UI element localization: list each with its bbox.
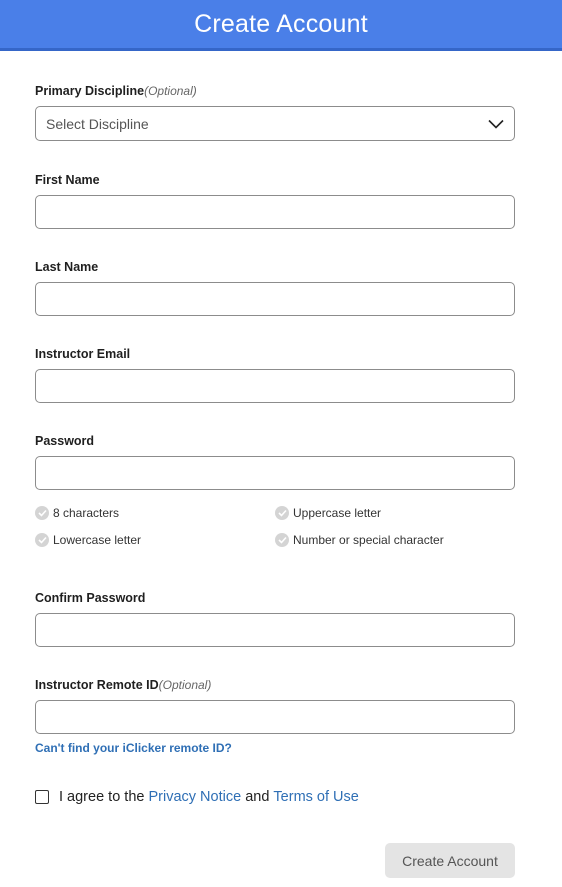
last-name-field[interactable] (35, 282, 515, 316)
agree-checkbox[interactable] (35, 790, 49, 804)
requirement-text: Uppercase letter (293, 506, 382, 520)
agree-terms-row (35, 789, 359, 805)
remote-id-field[interactable] (35, 700, 515, 734)
remote-id-help-link[interactable]: Can't find your iClicker remote ID? (35, 741, 232, 755)
requirement-text: Number or special character (293, 533, 444, 547)
last-name-label: Last Name (35, 260, 99, 274)
confirm-password-field[interactable] (35, 613, 515, 647)
discipline-select-value: Select Discipline (46, 115, 149, 132)
page-header (0, 0, 562, 51)
password-requirement (275, 533, 444, 547)
password-requirement (35, 533, 141, 547)
agree-conjunction: and (245, 789, 270, 805)
create-account-button[interactable]: Create Account (385, 843, 515, 878)
check-icon (275, 506, 289, 520)
discipline-label-text: Primary Discipline (35, 84, 145, 98)
privacy-notice-link[interactable]: Privacy Notice (148, 789, 242, 805)
password-requirement (35, 506, 119, 520)
discipline-select[interactable] (35, 106, 515, 141)
remote-id-label (35, 678, 211, 692)
confirm-password-input[interactable] (36, 614, 514, 646)
discipline-optional-tag: (Optional) (144, 84, 197, 98)
requirement-text: Lowercase letter (53, 533, 142, 547)
agree-prefix: I agree to the (59, 789, 145, 805)
password-field[interactable] (35, 456, 515, 490)
check-icon (275, 533, 289, 547)
email-field[interactable] (35, 369, 515, 403)
first-name-field[interactable] (35, 195, 515, 229)
chevron-down-icon (488, 119, 504, 129)
check-icon (35, 506, 49, 520)
discipline-label (35, 84, 197, 98)
remote-id-input[interactable] (36, 701, 514, 733)
password-label: Password (35, 434, 95, 448)
remote-id-label-text: Instructor Remote ID (35, 678, 159, 692)
remote-id-optional-tag: (Optional) (158, 678, 212, 692)
password-input[interactable] (36, 457, 514, 489)
terms-of-use-link[interactable]: Terms of Use (273, 789, 359, 805)
check-icon (35, 533, 49, 547)
email-input[interactable] (36, 370, 514, 402)
first-name-label: First Name (35, 173, 100, 187)
last-name-input[interactable] (36, 283, 514, 315)
requirement-text: 8 characters (53, 506, 120, 520)
confirm-password-label: Confirm Password (35, 591, 146, 605)
page-title: Create Account (194, 9, 368, 38)
email-label: Instructor Email (35, 347, 131, 361)
first-name-input[interactable] (36, 196, 514, 228)
password-requirement (275, 506, 381, 520)
